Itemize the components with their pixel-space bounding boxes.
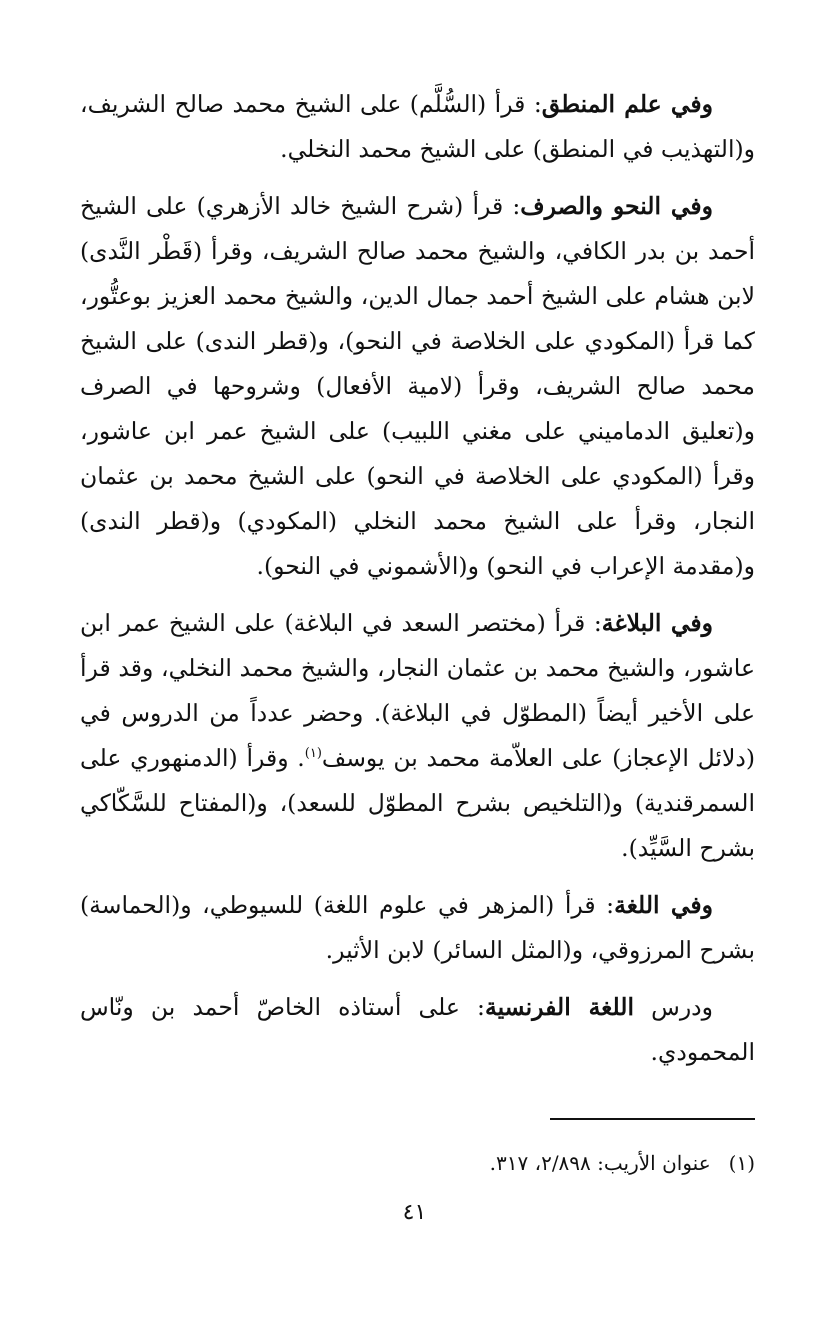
paragraph-language-text: : قرأ (المزهر في علوم اللغة) للسيوطي، و(الحماسة) بشرح المرزوقي، و(المثل السائر) لابن الأثير. (80, 891, 755, 964)
term-rhetoric: وفي البلاغة (601, 609, 713, 637)
paragraph-french-text: : على أستاذه الخاصّ أحمد بن ونّاس المحمودي. (80, 993, 755, 1066)
term-language: وفي اللغة (614, 891, 713, 919)
term-logic: وفي علم المنطق (541, 90, 713, 118)
paragraph-french-lead: ودرس (651, 993, 713, 1021)
paragraph-language (80, 883, 755, 973)
footnote (80, 1148, 755, 1178)
page-body (80, 82, 755, 1087)
footnote-text: عنوان الأريب: ٢/٨٩٨، ٣١٧. (489, 1151, 711, 1175)
page-number: ٤١ (402, 1200, 427, 1225)
paragraph-rhetoric (80, 601, 755, 871)
paragraph-grammar-text: : قرأ (شرح الشيخ خالد الأزهري) على الشيخ أحمد بن بدر الكافي، والشيخ محمد صالح الشريف، وقرأ (قَطْر النَّدى) لابن هشام على الشيخ أحمد جمال الدين، والشيخ محمد العزيز بوعتُّور، كما قرأ (المكودي على الخلاصة في النحو)، و(قطر الندى) على الشيخ محمد صالح الشريف، وقرأ (لامية الأفعال) وشروحها في الصرف و(تعليق الدماميني على مغني اللبيب) على الشيخ عمر ابن عاشور، وقرأ (المكودي على الخلاصة في النحو) على الشيخ محمد بن عثمان النجار، وقرأ على الشيخ محمد النخلي (المكودي) و(قطر الندى) و(مقدمة الإعراب في النحو) و(الأشموني في النحو). (80, 192, 755, 580)
footnote-reference: (١) (304, 746, 322, 762)
term-grammar: وفي النحو والصرف (520, 192, 714, 220)
paragraph-logic-text: : قرأ (السُّلَّم) على الشيخ محمد صالح الشريف، و(التهذيب في المنطق) على الشيخ محمد النخلي. (80, 90, 755, 163)
paragraph-french (80, 985, 755, 1075)
footnote-divider (550, 1118, 755, 1120)
paragraph-rhetoric-text-a: : قرأ (مختصر السعد في البلاغة) على الشيخ عمر ابن عاشور، والشيخ محمد بن عثمان النجار، والشيخ محمد النخلي، وقد قرأ على الأخير أيضاً (المطوّل في البلاغة). وحضر عدداً من الدروس في (دلائل الإعجاز) على العلاّمة محمد بن يوسف (80, 609, 755, 772)
paragraph-grammar (80, 184, 755, 589)
footnote-marker: (١) (728, 1151, 755, 1175)
term-french: اللغة الفرنسية (484, 993, 634, 1021)
paragraph-rhetoric-text-b: . وقرأ (الدمنهوري على السمرقندية) و(التلخيص بشرح المطوّل للسعد)، و(المفتاح للسَّكّاكي بشرح السَّيِّد). (80, 744, 755, 862)
paragraph-logic (80, 82, 755, 172)
